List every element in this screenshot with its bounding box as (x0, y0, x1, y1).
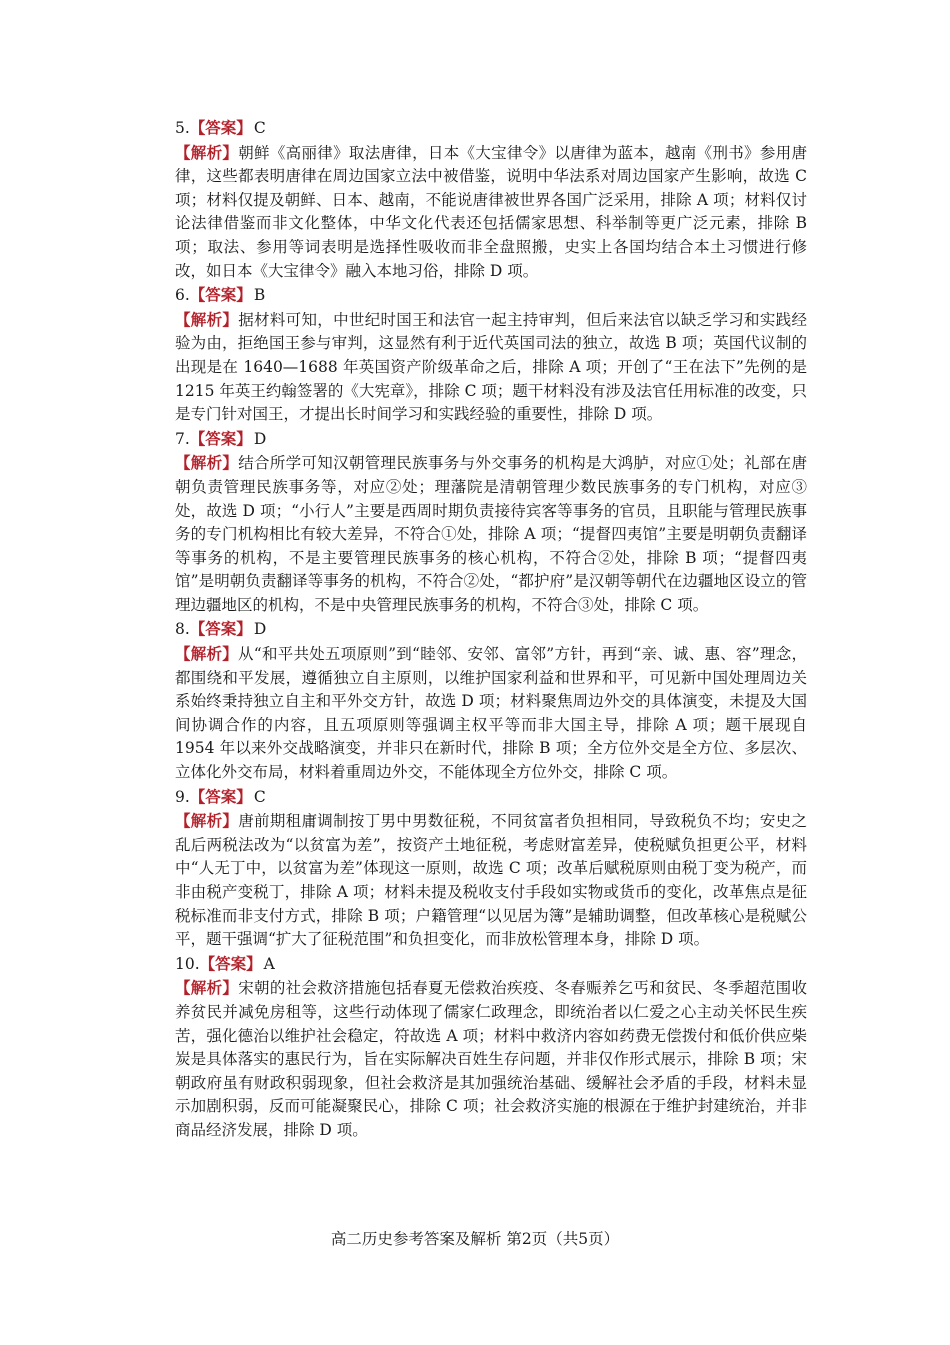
question-9 (175, 785, 807, 952)
analysis-text: 唐前期租庸调制按丁男中男数征税，不同贫富者负担相同，导致税负不均；安史之乱后两税法改为“以贫富为差”，按资产土地征税，考虑财富差异，使税赋负担更公平，材料中“人无丁中，以贫富为差”体现这一原则，故选 C 项；改革后赋税原则由税丁变为税产，而非由税产变税丁，排除 A 项；材料未提及税收支付手段如实物或货币的变化，改革焦点是征税标准而非支付方式，排除 B 项；户籍管理“以见居为簿”是辅助调整，但改革核心是税赋公平，题干强调“扩大了征税范围”和负担变化，而非放松管理本身，排除 D 项。 (175, 812, 807, 949)
analysis-tag: 【解析】 (175, 142, 239, 162)
answer-letter: B (253, 286, 266, 305)
question-number: 9. (175, 787, 190, 806)
question-10 (175, 952, 807, 1143)
question-number: 6. (175, 286, 190, 305)
answer-tag: 【答案】 (199, 953, 262, 973)
question-6 (175, 283, 807, 427)
answer-tag: 【答案】 (189, 428, 252, 448)
analysis-tag: 【解析】 (175, 453, 239, 473)
analysis-tag: 【解析】 (175, 644, 239, 664)
answer-tag: 【答案】 (189, 786, 252, 806)
analysis-tag: 【解析】 (175, 978, 239, 998)
analysis-tag: 【解析】 (175, 309, 239, 329)
question-number: 7. (175, 429, 190, 448)
analysis-text: 从“和平共处五项原则”到“睦邻、安邻、富邻”方针，再到“亲、诚、惠、容”理念，都围绕和平发展，遵循独立自主原则，以维护国家利益和世界和平，可见新中国处理周边关系始终秉持独立自主和平外交方针，故选 D 项；材料聚焦周边外交的具体演变，未提及大国间协调合作的内容，且五项原则等强调主权平等而非大国主导，排除 A 项；题干展现自 1954 年以来外交战略演变，并非只在新时代，排除 B 项；全方位外交是全方位、多层次、立体化外交布局，材料着重周边外交，不能体现全方位外交，排除 C 项。 (175, 645, 807, 782)
question-number: 5. (175, 119, 190, 137)
answer-letter: D (253, 429, 267, 448)
page-footer: 高二历史参考答案及解析 第2页（共5页） (330, 1230, 620, 1248)
answer-tag: 【答案】 (189, 619, 252, 639)
question-7 (175, 427, 807, 618)
analysis-text: 朝鲜《高丽律》取法唐律，日本《大宝律令》以唐律为蓝本，越南《刑书》参用唐律，这些都表明唐律在周边国家立法中被借鉴，说明中华法系对周边国家产生影响，故选 C 项；材料仅提及朝鲜、日本、越南，不能说唐律被世界各国广泛采用，排除 A 项；材料仅讨论法律借鉴而非文化整体，中华文化代表还包括儒家思想、科举制等更广泛元素，排除 B 项；取法、参用等词表明是选择性吸收而非全盘照搬，史实上各国均结合本土习惯进行修改，如日本《大宝律令》融入本地习俗，排除 D 项。 (175, 143, 807, 280)
answer-letter: A (263, 954, 275, 973)
answer-content (175, 116, 807, 1143)
analysis-tag: 【解析】 (175, 811, 239, 831)
analysis-text: 结合所学可知汉朝管理民族事务与外交事务的机构是大鸿胪，对应①处；礼部在唐朝负责管理民族事务等，对应②处；理藩院是清朝管理少数民族事务的专门机构，对应③处，故选 D 项；“小行人”主要是西周时期负责接待宾客等事务的官员，且职能与管理民族事务的专门机构相比有较大差异，不符合①处，排除 A 项；“提督四夷馆”主要是明朝负责翻译等事务的机构，不是主要管理民族事务的核心机构，不符合②处，排除 B 项；“提督四夷馆”是明朝负责翻译等事务的机构，不符合②处，“都护府”是汉朝等朝代在边疆地区设立的管理边疆地区的机构，不是中央管理民族事务的机构，不符合③处，排除 C 项。 (175, 454, 807, 614)
analysis-text: 据材料可知，中世纪时国王和法官一起主持审判，但后来法官以缺乏学习和实践经验为由，拒绝国王参与审判，这显然有利于近代英国司法的独立，故选 B 项；英国代议制的出现是在 1640—1688 年英国资产阶级革命之后，排除 A 项；开创了“王在法下”先例的是 1215 年英王约翰签署的《大宪章》，排除 C 项；题干材料没有涉及法官任用标准的改变，只是专门针对国王，才提出长时间学习和实践经验的重要性，排除 D 项。 (175, 310, 807, 424)
answer-letter: C (253, 787, 266, 806)
question-8 (175, 617, 807, 784)
question-number: 10. (175, 954, 200, 973)
answer-letter: D (253, 620, 267, 639)
question-5 (175, 116, 807, 283)
answer-tag: 【答案】 (189, 285, 252, 305)
question-number: 8. (175, 620, 190, 639)
analysis-text: 宋朝的社会救济措施包括春夏无偿救治疾疫、冬春赈养乞丐和贫民、冬季超范围收养贫民并减免房租等，这些行动体现了儒家仁政理念，即统治者以仁爱之心主动关怀民生疾苦，强化德治以维护社会稳定，符故选 A 项；材料中救济内容如药费无偿拨付和低价供应柴炭是具体落实的惠民行为，旨在实际解决百姓生存问题，并非仅作形式展示，排除 B 项；宋朝政府虽有财政积弱现象，但社会救济是其加强统治基础、缓解社会矛盾的手段，材料未显示加剧积弱，反而可能凝聚民心，排除 C 项；社会救济实施的根源在于维护封建统治，并非商品经济发展，排除 D 项。 (175, 979, 807, 1139)
answer-letter: C (253, 119, 266, 137)
answer-tag: 【答案】 (189, 118, 252, 137)
